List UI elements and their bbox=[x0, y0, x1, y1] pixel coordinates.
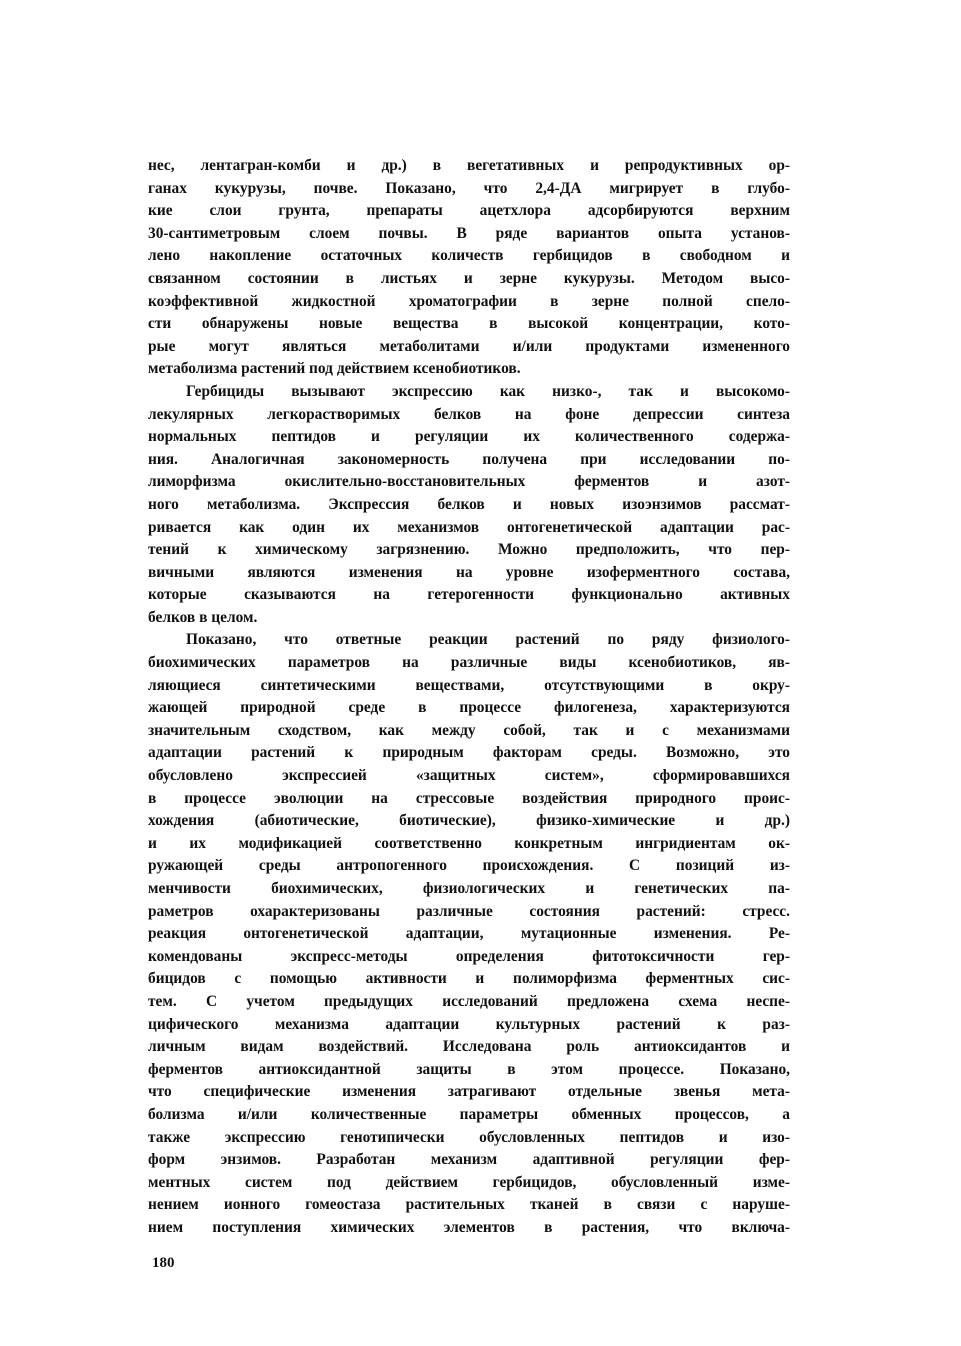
text-line: сти обнаружены новые вещества в высокой концентрации, кото- bbox=[148, 315, 790, 333]
text-line: бицидов с помощью активности и полиморфизма ферментных сис- bbox=[148, 970, 790, 988]
text-line: тений к химическому загрязнению. Можно предположить, что пер- bbox=[148, 541, 790, 559]
text-line: цифического механизма адаптации культурных растений к раз- bbox=[148, 1015, 790, 1033]
text-line: жающей природной среде в процессе филогенеза, характеризуются bbox=[148, 699, 790, 717]
text-line: рые могут являться метаболитами и/или продуктами измененного bbox=[148, 337, 790, 355]
text-line: ментных систем под действием гербицидов, обусловленный изме- bbox=[148, 1173, 790, 1191]
text-line: ляющиеся синтетическими веществами, отсутствующими в окру- bbox=[148, 676, 790, 694]
text-line: Гербициды вызывают экспрессию как низко-, так и высокомо- bbox=[186, 382, 790, 400]
text-line: болизма и/или количественные параметры обменных процессов, а bbox=[148, 1105, 790, 1123]
text-line: 30-сантиметровым слоем почвы. В ряде вариантов опыта установ- bbox=[148, 224, 790, 242]
text-line: Показано, что ответные реакции растений по ряду физиолого- bbox=[186, 631, 790, 649]
text-line: комендованы экспресс-методы определения фитотоксичности гер- bbox=[148, 947, 790, 965]
text-line: форм энзимов. Разработан механизм адаптивной регуляции фер- bbox=[148, 1151, 790, 1169]
text-line: вичными являются изменения на уровне изоферментного состава, bbox=[148, 563, 790, 581]
text-line: значительным сходством, как между собой, так и с механизмами bbox=[148, 721, 790, 739]
text-line: нес, лентагран-комби и др.) в вегетативных и репродуктивных ор- bbox=[148, 157, 790, 174]
text-line: кие слои грунта, препараты ацетхлора адсорбируются верхним bbox=[148, 202, 790, 220]
text-line: связанном состоянии в листьях и зерне кукурузы. Методом высо- bbox=[148, 269, 790, 287]
text-line: белков в целом. bbox=[148, 608, 258, 626]
text-line: личным видам воздействий. Исследована роль антиоксидантов и bbox=[148, 1038, 790, 1056]
text-line: в процессе эволюции на стрессовые воздействия природного проис- bbox=[148, 789, 790, 807]
paragraph bbox=[148, 629, 790, 1239]
text-line: ного метаболизма. Экспрессия белков и новых изоэнзимов рассмат- bbox=[148, 495, 790, 513]
text-line: коэффективной жидкостной хроматографии в зерне полной спело- bbox=[148, 292, 790, 310]
text-line: хождения (абиотические, биотические), физико-химические и др.) bbox=[148, 812, 790, 830]
text-line: нием поступления химических элементов в растения, что включа- bbox=[148, 1218, 790, 1236]
text-line: лиморфизма окислительно-восстановительных ферментов и азот- bbox=[148, 473, 790, 491]
text-line: которые сказываются на гетерогенности функционально активных bbox=[148, 586, 790, 604]
text-line: и их модификацией соответственно конкретным ингридиентам ок- bbox=[148, 834, 790, 852]
text-line: биохимических параметров на различные виды ксенобиотиков, яв- bbox=[148, 654, 790, 672]
text-line: тем. С учетом предыдущих исследований предложена схема неспе- bbox=[148, 992, 790, 1010]
text-line: менчивости биохимических, физиологических и генетических па- bbox=[148, 880, 790, 897]
text-line: лено накопление остаточных количеств гербицидов в свободном и bbox=[148, 247, 790, 265]
text-line: адаптации растений к природным факторам среды. Возможно, это bbox=[148, 744, 790, 762]
text-line: ганах кукурузы, почве. Показано, что 2,4-ДА мигрирует в глубо- bbox=[148, 179, 790, 197]
text-line: обусловлено экспрессией «защитных систем», сформировавшихся bbox=[148, 767, 790, 785]
paragraph bbox=[148, 155, 790, 381]
text-line: ружающей среды антропогенного происхождения. С позиций из- bbox=[148, 857, 790, 875]
text-line: что специфические изменения затрагивают отдельные звенья мета- bbox=[148, 1083, 790, 1101]
text-line: реакция онтогенетической адаптации, мутационные изменения. Ре- bbox=[148, 925, 790, 943]
paragraph bbox=[148, 381, 790, 630]
page-number: 180 bbox=[152, 1255, 175, 1271]
text-line: нормальных пептидов и регуляции их количественного содержа- bbox=[148, 428, 790, 446]
text-line: лекулярных легкорастворимых белков на фоне депрессии синтеза bbox=[148, 405, 790, 423]
text-line: раметров охарактеризованы различные состояния растений: стресс. bbox=[148, 902, 790, 920]
text-line: ферментов антиоксидантной защиты в этом процессе. Показано, bbox=[148, 1060, 790, 1078]
text-line: ривается как один их механизмов онтогенетической адаптации рас- bbox=[148, 518, 790, 536]
body-text bbox=[148, 155, 790, 1240]
text-line: ния. Аналогичная закономерность получена при исследовании по- bbox=[148, 450, 790, 468]
text-line: метаболизма растений под действием ксенобиотиков. bbox=[148, 360, 521, 378]
text-line: также экспрессию генотипически обусловленных пептидов и изо- bbox=[148, 1128, 790, 1146]
text-line: нением ионного гомеостаза растительных тканей в связи с наруше- bbox=[148, 1196, 790, 1214]
